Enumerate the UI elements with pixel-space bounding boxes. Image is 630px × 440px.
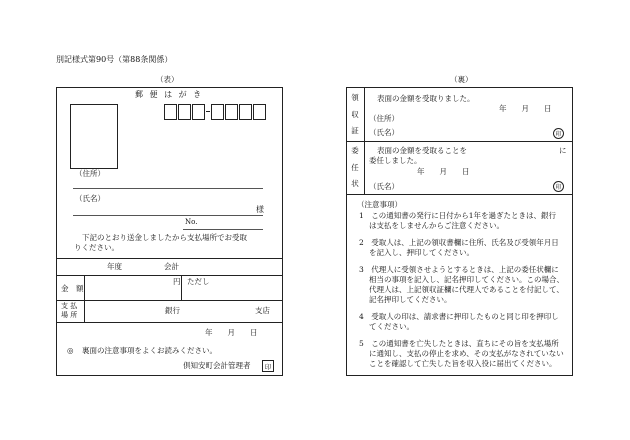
postcard-label: 郵 便 は が き	[135, 90, 204, 99]
bank-label: 銀行	[165, 306, 180, 315]
delegation-ni: に	[559, 146, 567, 155]
note-line: 代理人は、上記領収証欄に代理人であることを付記して、	[369, 285, 564, 294]
postal-code-box	[225, 104, 238, 120]
receipt-bottom-line	[347, 141, 572, 142]
front-side-label: （表）	[156, 75, 179, 84]
number-label: No.	[185, 218, 198, 226]
delegation-date: 年 月 日	[417, 167, 470, 176]
fiscal-year-label: 年度	[107, 262, 122, 271]
delegation-name-label: （氏名）	[369, 182, 399, 191]
note-item	[359, 340, 569, 370]
back-card	[346, 87, 573, 376]
receipt-date: 年 月 日	[499, 104, 552, 113]
note-line: 4 受取人の印は、請求書に押印したものと同じ印を押印し	[359, 312, 559, 321]
table-label-divider	[84, 275, 85, 322]
pay-place-label-2: 場 所	[61, 311, 78, 319]
table-row-line	[57, 275, 282, 276]
notice-line-2: りください。	[74, 243, 119, 252]
postal-dash	[206, 111, 210, 112]
address-line	[73, 188, 263, 189]
branch-label: 支店	[255, 306, 270, 315]
note-item	[359, 239, 569, 259]
note-line: 2 受取人は、上記の領収書欄に住所、氏名及び受領年月日	[359, 238, 559, 247]
table-bottom-line	[57, 322, 282, 323]
note-line: 3 代理人に受領させようとするときは、上記の委任状欄に	[359, 265, 559, 274]
tadashi-label: ただし	[187, 277, 210, 286]
postal-code-box	[253, 104, 266, 120]
notes-title: （注意事項）	[357, 200, 402, 209]
yen-label: 円	[173, 277, 181, 286]
delegation-seal: 印	[553, 181, 564, 192]
receipt-name-label: （氏名）	[369, 128, 399, 137]
delegation-bottom-line	[347, 194, 572, 195]
account-label: 会計	[164, 262, 179, 271]
stamp-box	[70, 104, 118, 169]
amount-divider	[181, 275, 182, 300]
note-item	[359, 313, 569, 333]
table-top-line	[57, 258, 282, 259]
note-line: 相当の事項を記入し、記名押印してください。この場合、	[369, 275, 564, 284]
pay-place-label-1: 支 払	[61, 302, 78, 310]
delegation-heading: 委 任 状	[351, 146, 359, 188]
postal-code-box	[164, 104, 177, 120]
name-line	[73, 215, 263, 216]
note-item	[359, 212, 569, 232]
receipt-text: 表面の金額を受取りました。	[377, 94, 475, 103]
delegation-line-1: 表面の金額を受取ることを	[377, 146, 467, 155]
note-line: を記入し、押印してください。	[369, 248, 474, 257]
note-line: 1 この通知書の発行に日付から1年を過ぎたときは、銀行	[359, 211, 557, 220]
form-number: 別記様式第90号（第88条関係）	[56, 55, 173, 64]
postal-code-box	[239, 104, 252, 120]
note-line: ことを確認して亡失した旨を収入役に届出てください。	[369, 359, 557, 368]
postal-code-box	[178, 104, 191, 120]
notice-line-1: 下記のとおり送金しましたから支払場所でお受取	[82, 233, 247, 242]
note-item	[359, 266, 569, 306]
receipt-address-label: （住所）	[369, 114, 399, 123]
delegation-line-2: 委任しました。	[369, 156, 422, 165]
front-name-label: （氏名）	[75, 194, 105, 203]
number-line	[183, 229, 263, 230]
receipt-heading: 領 収 証	[351, 93, 359, 135]
amount-label: 金 額	[61, 284, 84, 293]
note-line: 記名押印してください。	[369, 295, 452, 304]
receipt-seal: 印	[553, 128, 564, 139]
note-line: てください。	[369, 322, 414, 331]
postal-code-box	[192, 104, 205, 120]
front-date: 年 月 日	[205, 328, 258, 337]
front-address-label: （住所）	[75, 169, 105, 178]
honorific: 様	[256, 205, 264, 214]
note-mark: ◎	[67, 346, 74, 355]
postal-code-box	[211, 104, 224, 120]
note-line: は支払をしませんからご注意ください。	[369, 221, 504, 230]
note-line: 5 この通知書を亡失したときは、直ちにその旨を支払場所	[359, 339, 559, 348]
issuer-seal: 印	[262, 360, 274, 372]
table-row-line	[57, 300, 282, 301]
issuer-name: 倶知安町会計管理者	[183, 361, 251, 370]
note-line: に通知し、支払の停止を求め、その支払がなされていない	[369, 349, 564, 358]
note-text: 裏面の注意事項をよくお読みください。	[82, 346, 217, 355]
front-card	[56, 87, 283, 376]
back-side-label: （裏）	[450, 75, 473, 84]
notes-list	[359, 212, 569, 377]
